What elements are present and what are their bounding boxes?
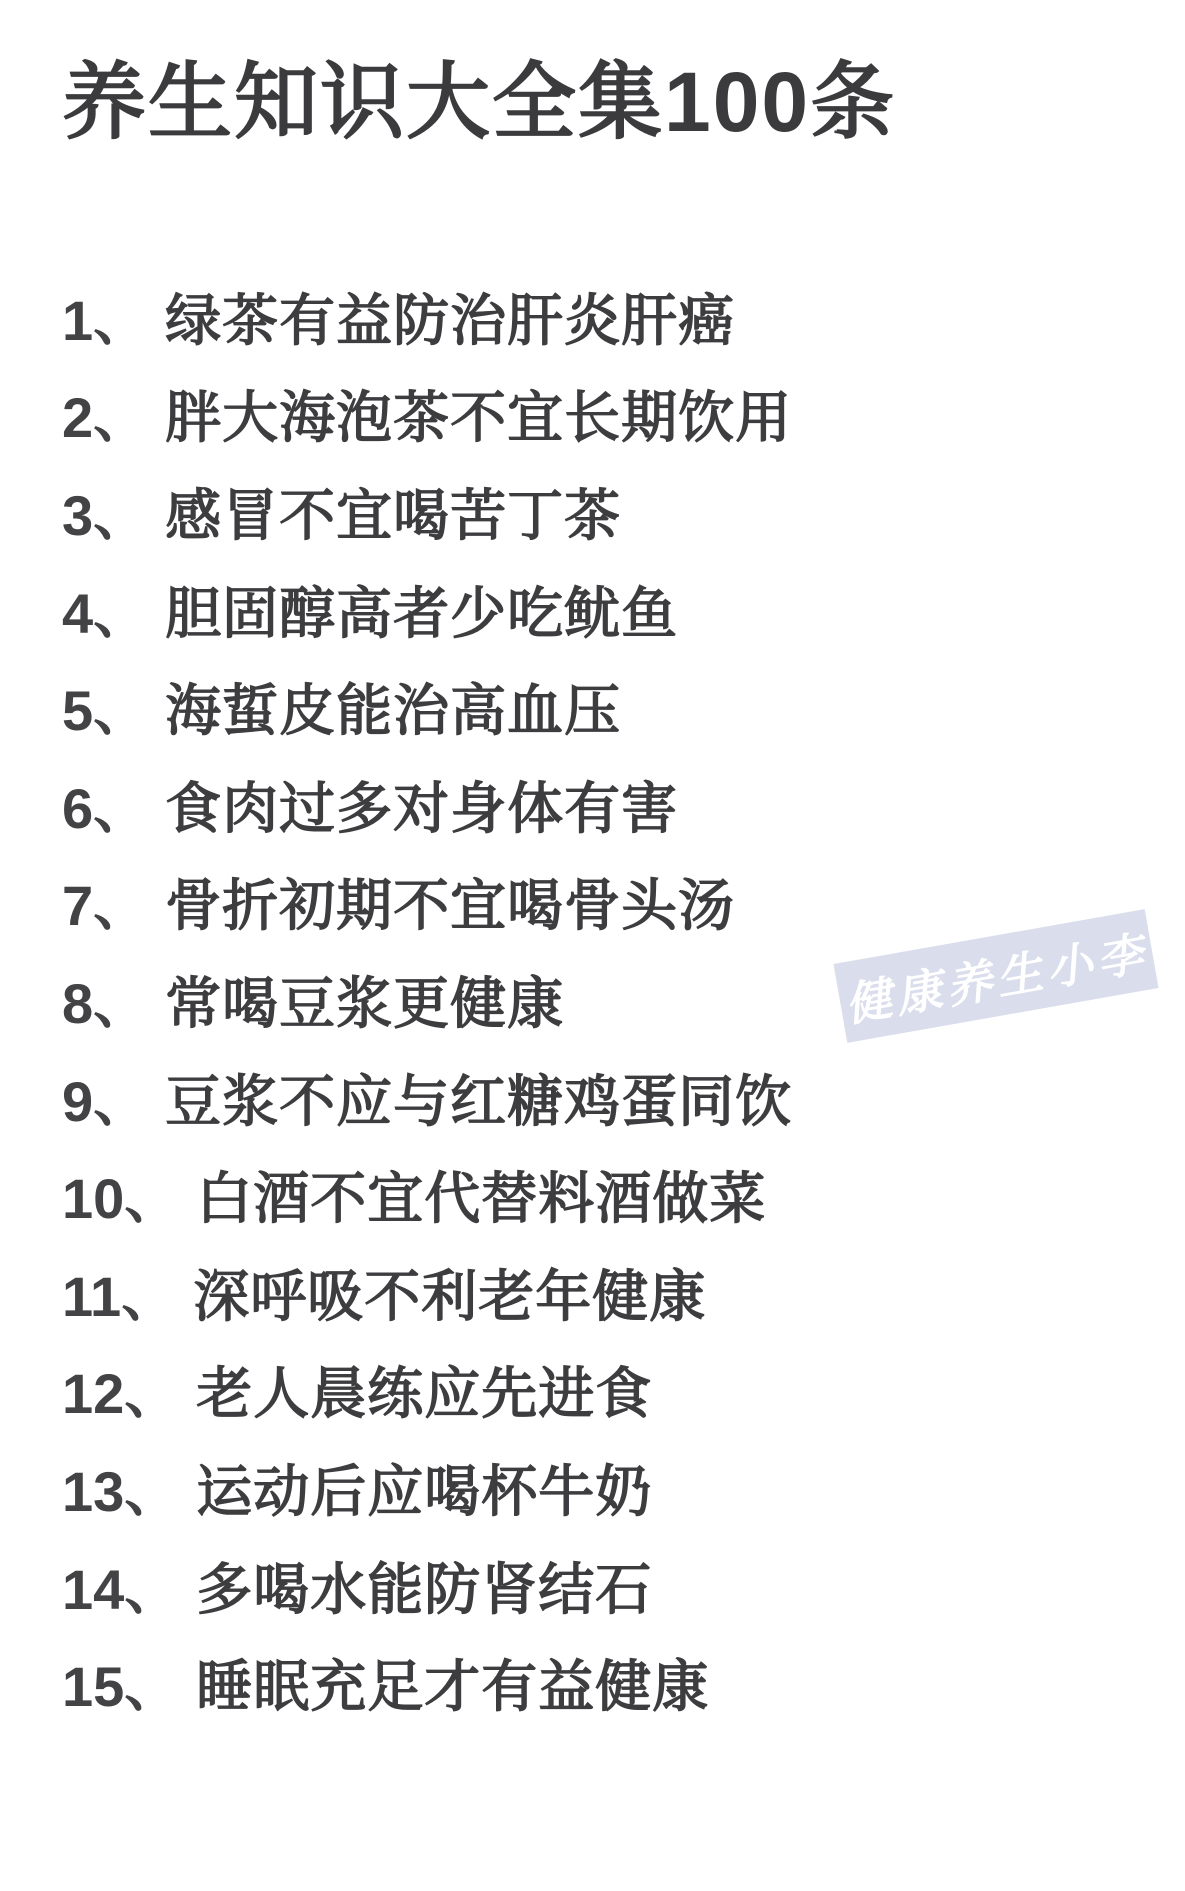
item-number: 3、 xyxy=(62,483,150,547)
list-item xyxy=(62,1439,1165,1537)
list-item xyxy=(62,463,1165,561)
item-number: 12、 xyxy=(62,1362,181,1426)
item-text: 睡眠充足才有益健康 xyxy=(196,1655,710,1719)
page-title: 养生知识大全集100条 xyxy=(62,55,897,149)
list-item xyxy=(62,366,1165,464)
list-item xyxy=(62,268,1165,366)
item-number: 4、 xyxy=(62,581,150,645)
item-number: 11、 xyxy=(62,1264,178,1328)
item-text: 绿茶有益防治肝炎肝癌 xyxy=(165,288,736,352)
item-text: 食肉过多对身体有害 xyxy=(165,776,679,840)
item-text: 多喝水能防肾结石 xyxy=(196,1557,653,1621)
item-text: 老人晨练应先进食 xyxy=(196,1362,653,1426)
item-number: 13、 xyxy=(62,1459,181,1523)
item-text: 运动后应喝杯牛奶 xyxy=(196,1459,653,1523)
item-text: 豆浆不应与红糖鸡蛋同饮 xyxy=(165,1069,793,1133)
item-number: 15、 xyxy=(62,1655,181,1719)
item-text: 骨折初期不宜喝骨头汤 xyxy=(165,874,736,938)
item-text: 白酒不宜代替料酒做菜 xyxy=(196,1167,767,1231)
item-number: 2、 xyxy=(62,386,150,450)
item-text: 深呼吸不利老年健康 xyxy=(193,1264,707,1328)
item-text: 胆固醇高者少吃鱿鱼 xyxy=(165,581,679,645)
item-number: 10、 xyxy=(62,1167,181,1231)
list-item xyxy=(62,1244,1165,1342)
item-number: 7、 xyxy=(62,874,150,938)
item-number: 14、 xyxy=(62,1557,181,1621)
list-item xyxy=(62,1342,1165,1440)
item-number: 6、 xyxy=(62,776,150,840)
item-text: 胖大海泡茶不宜长期饮用 xyxy=(165,386,793,450)
item-number: 5、 xyxy=(62,679,150,743)
item-number: 8、 xyxy=(62,971,150,1035)
watermark-text: 健康养生小李 xyxy=(841,926,1152,1032)
item-number: 1、 xyxy=(62,288,150,352)
list-item xyxy=(62,1049,1165,1147)
item-text: 海蜇皮能治高血压 xyxy=(165,679,622,743)
list-item xyxy=(62,756,1165,854)
item-number: 9、 xyxy=(62,1069,150,1133)
list-item xyxy=(62,1634,1165,1732)
list-item xyxy=(62,1146,1165,1244)
list-item xyxy=(62,658,1165,756)
list-item xyxy=(62,561,1165,659)
item-text: 感冒不宜喝苦丁茶 xyxy=(165,483,622,547)
list-item xyxy=(62,1537,1165,1635)
item-text: 常喝豆浆更健康 xyxy=(165,971,565,1035)
